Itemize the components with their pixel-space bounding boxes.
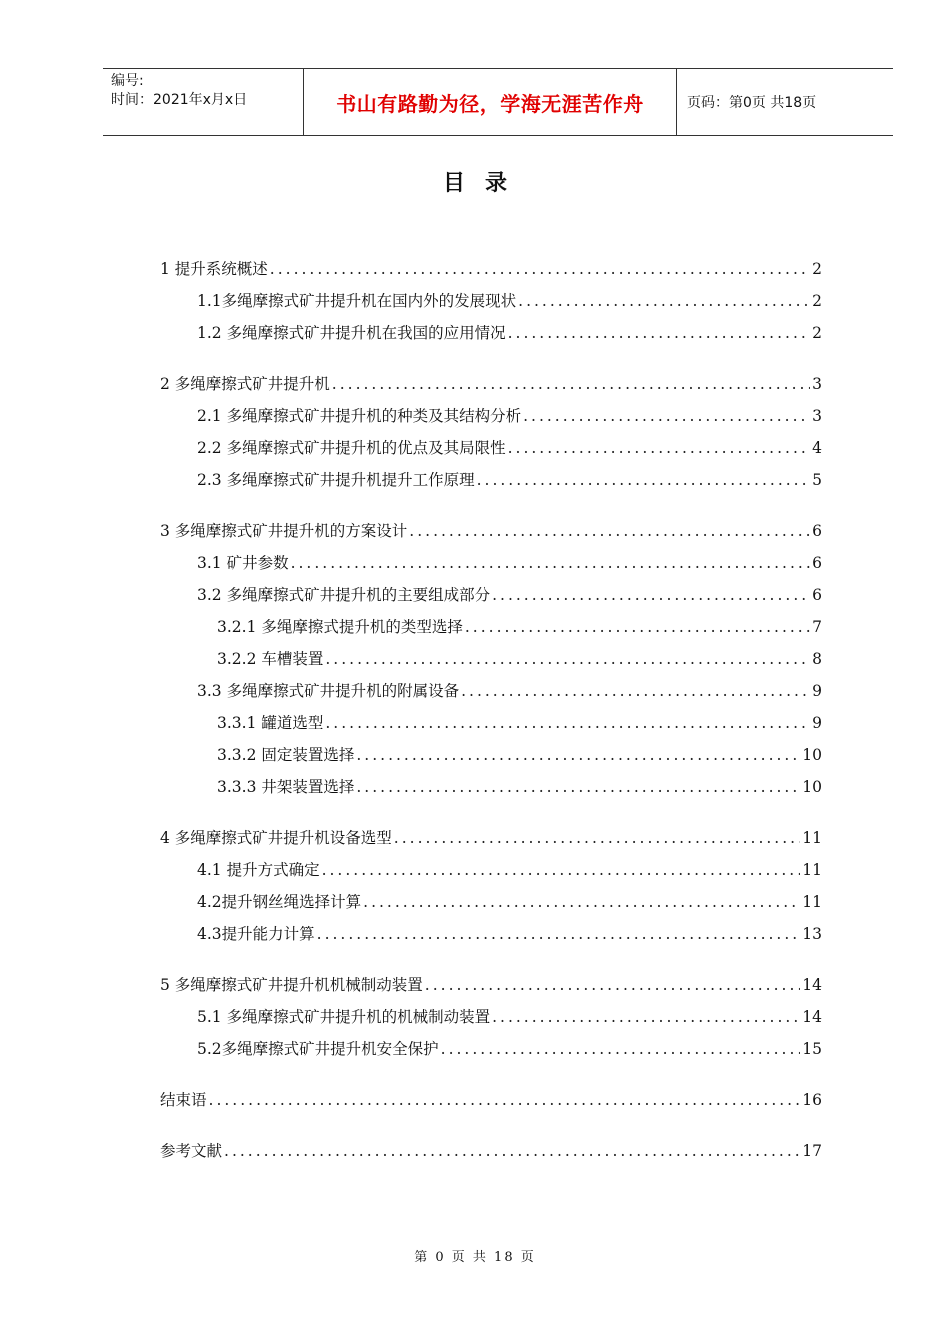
toc-entry-label: 4.2提升钢丝绳选择计算	[197, 893, 362, 911]
toc-entry[interactable]	[197, 583, 822, 607]
toc-entry-label: 2.3 多绳摩擦式矿井提升机提升工作原理	[197, 471, 475, 489]
toc-entry-label: 2.2 多绳摩擦式矿井提升机的优点及其局限性	[197, 439, 506, 457]
toc-entry[interactable]	[217, 615, 822, 639]
toc-entry[interactable]	[197, 289, 822, 313]
number-label: 编号:	[111, 73, 144, 89]
toc-entry-label: 5.2多绳摩擦式矿井提升机安全保护	[197, 1040, 439, 1058]
toc-entry-label: 4.3提升能力计算	[197, 925, 315, 943]
toc-entry-label: 1.1多绳摩擦式矿井提升机在国内外的发展现状	[197, 292, 517, 310]
toc-entry-label: 3 多绳摩擦式矿井提升机的方案设计	[160, 522, 408, 540]
toc-entry-label: 3.3 多绳摩擦式矿井提升机的附属设备	[197, 682, 460, 700]
toc-entry-page: 3	[812, 407, 822, 425]
toc-entry-page: 10	[802, 778, 822, 796]
toc-entry-page: 6	[812, 554, 822, 572]
toc-entry-label: 3.2 多绳摩擦式矿井提升机的主要组成部分	[197, 586, 491, 604]
toc-entry[interactable]	[160, 1139, 822, 1163]
toc-entry-page: 11	[802, 829, 822, 847]
toc-entry-page: 11	[802, 893, 822, 911]
toc-entry-page: 6	[812, 586, 822, 604]
time-label: 时间：2021年x月x日	[111, 92, 248, 108]
toc-entry-page: 4	[812, 439, 822, 457]
toc-entry[interactable]	[160, 519, 822, 543]
toc-entry-page: 9	[812, 714, 822, 732]
toc-entry-label: 3.3.3 井架装置选择	[217, 778, 355, 796]
toc-entry-label: 5.1 多绳摩擦式矿井提升机的机械制动装置	[197, 1008, 491, 1026]
toc-entry[interactable]	[160, 1088, 822, 1112]
header-page-info: 页码：第0页 共18页	[687, 95, 817, 111]
toc-entry-label: 4.1 提升方式确定	[197, 861, 320, 879]
toc-entry[interactable]	[160, 826, 822, 850]
toc-entry-page: 3	[812, 375, 822, 393]
toc-entry[interactable]	[197, 858, 822, 882]
toc-entry-label: 2.1 多绳摩擦式矿井提升机的种类及其结构分析	[197, 407, 522, 425]
toc-entry[interactable]	[197, 551, 822, 575]
toc-entry-label: 1.2 多绳摩擦式矿井提升机在我国的应用情况	[197, 324, 506, 342]
toc-entry[interactable]	[197, 321, 822, 345]
page-footer: 第 0 页 共 18 页	[414, 1250, 536, 1265]
toc-entry[interactable]	[217, 743, 822, 767]
toc-entry-label: 3.3.2 固定装置选择	[217, 746, 355, 764]
toc-entry-label: 3.2.1 多绳摩擦式提升机的类型选择	[217, 618, 463, 636]
toc-entry-page: 2	[812, 324, 822, 342]
toc-entry[interactable]	[197, 890, 822, 914]
toc-entry-page: 6	[812, 522, 822, 540]
toc-entry[interactable]	[160, 257, 822, 281]
toc-entry-page: 7	[812, 618, 822, 636]
toc-entry[interactable]	[197, 1037, 822, 1061]
toc-entry-page: 9	[812, 682, 822, 700]
toc-entry[interactable]	[197, 679, 822, 703]
toc-entry[interactable]	[217, 711, 822, 735]
header-motto: 书山有路勤为径，学海无涯苦作舟	[303, 69, 677, 135]
toc-entry-label: 1 提升系统概述	[160, 260, 268, 278]
toc-entry[interactable]	[197, 468, 822, 492]
toc-entry[interactable]	[160, 372, 822, 396]
toc-entry[interactable]	[217, 775, 822, 799]
toc-entry[interactable]	[197, 1005, 822, 1029]
header-meta	[103, 69, 303, 135]
toc-entry-page: 5	[812, 471, 822, 489]
toc-entry-label: 5 多绳摩擦式矿井提升机机械制动装置	[160, 976, 423, 994]
toc-entry-label: 4 多绳摩擦式矿井提升机设备选型	[160, 829, 392, 847]
toc-entry[interactable]	[160, 973, 822, 997]
toc-entry[interactable]	[197, 436, 822, 460]
toc-entry[interactable]	[217, 647, 822, 671]
toc-entry-page: 14	[802, 1008, 822, 1026]
toc-entry-page: 2	[812, 292, 822, 310]
toc-entry-page: 2	[812, 260, 822, 278]
toc-entry-label: 结束语	[160, 1091, 207, 1109]
toc-entry-page: 16	[802, 1091, 822, 1109]
toc-entry-label: 参考文献	[160, 1142, 223, 1160]
toc-entry-label: 3.3.1 罐道选型	[217, 714, 324, 732]
toc-entry-label: 3.1 矿井参数	[197, 554, 289, 572]
toc-entry-page: 10	[802, 746, 822, 764]
page-header	[103, 68, 893, 136]
toc-entry[interactable]	[197, 404, 822, 428]
toc-entry-label: 3.2.2 车槽装置	[217, 650, 324, 668]
toc-entry-page: 14	[802, 976, 822, 994]
toc-entry-label: 2 多绳摩擦式矿井提升机	[160, 375, 330, 393]
toc-entry-page: 11	[802, 861, 822, 879]
toc-entry-page: 15	[802, 1040, 822, 1058]
page-title: 目录	[442, 171, 527, 196]
toc-entry-page: 17	[802, 1142, 822, 1160]
toc-entry-page: 8	[812, 650, 822, 668]
toc-entry[interactable]	[197, 922, 822, 946]
toc-entry-page: 13	[802, 925, 822, 943]
